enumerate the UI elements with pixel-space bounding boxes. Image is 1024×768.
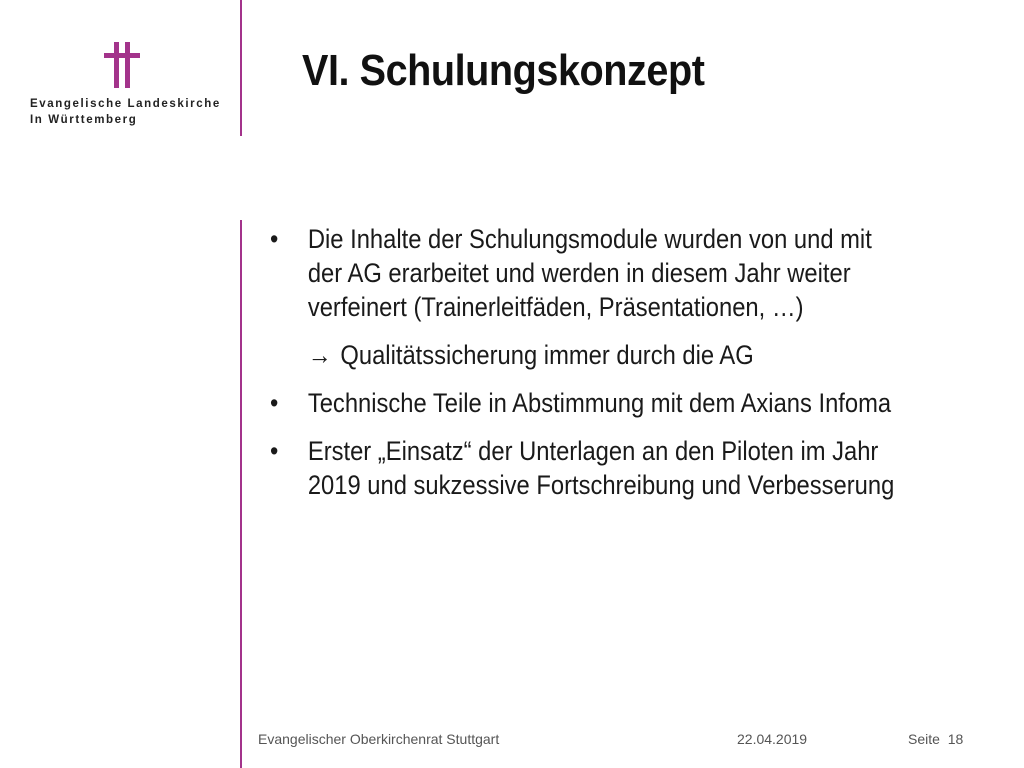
bullet-icon: • [270, 388, 279, 418]
footer-date: 22.04.2019 [737, 731, 808, 747]
arrow-icon: → [307, 340, 332, 370]
bullet-list [270, 222, 912, 516]
bullet-icon: • [270, 224, 279, 254]
church-logo [22, 42, 222, 132]
bullet-item [270, 386, 912, 420]
bullet-text: Technische Teile in Abstimmung mit dem Axians Infoma [307, 388, 892, 418]
slide-title: VI. Schulungskonzept [302, 46, 705, 95]
footer-organization: Evangelischer Oberkirchenrat Stuttgart [258, 731, 500, 747]
page-number: 18 [947, 731, 964, 747]
page-label: Seite [908, 731, 940, 747]
sub-item-text: Qualitätssicherung immer durch die AG [340, 340, 754, 370]
divider-line-top [240, 0, 242, 136]
cross-icon [102, 42, 142, 88]
logo-text-line1: Evangelische Landeskirche [30, 98, 221, 110]
divider-line-bottom [240, 220, 242, 768]
bullet-item [270, 222, 912, 324]
footer-page [908, 731, 963, 747]
sub-item [270, 338, 912, 372]
bullet-text: Die Inhalte der Schulungsmodule wurden von und mit der AG erarbeitet und werden in diesem Jahr weiter verfeinert (Trainerleitfäden, Präsentationen, …) [307, 224, 872, 322]
bullet-text: Erster „Einsatz“ der Unterlagen an den Piloten im Jahr 2019 und sukzessive Fortschreibung und Verbesserung [307, 436, 895, 500]
bullet-icon: • [270, 436, 279, 466]
logo-text-line2: In Württemberg [30, 114, 138, 126]
bullet-item [270, 434, 912, 502]
